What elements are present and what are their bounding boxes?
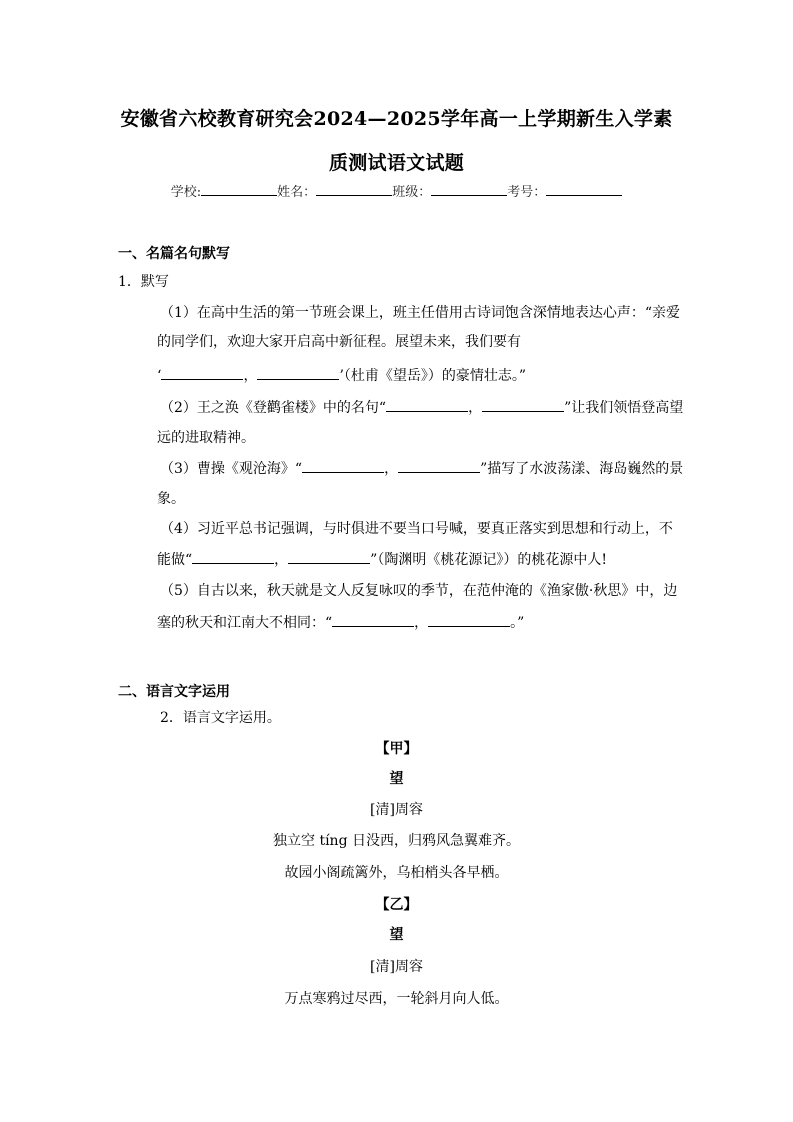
- q3-line-1: [160, 458, 683, 478]
- student-info-row: [0, 181, 793, 200]
- q1-answer-line: [157, 365, 526, 385]
- exam-title-line-2: 质测试语文试题: [328, 152, 465, 174]
- q1-blank-2[interactable]: [257, 367, 339, 380]
- class-label: 班级：: [392, 185, 432, 200]
- q3-tail: ”描写了水波荡漾、海岛巍然的景: [480, 461, 684, 477]
- q5-text: 塞的秋天和江南大不相同：“: [157, 615, 333, 631]
- exam-title-line-1: 安徽省六校教育研究会2024—2025学年高一上学期新生入学素: [120, 108, 673, 130]
- question-1-number: 1．默写: [118, 274, 169, 290]
- school-label: 学校:: [170, 185, 202, 200]
- q3-blank-2[interactable]: [398, 460, 480, 473]
- q2-line-2: 远的进取精神。: [157, 430, 255, 446]
- q1-open-quote: ‘: [157, 368, 162, 384]
- q2-blank-1[interactable]: [386, 399, 468, 412]
- q4-line-2: [157, 549, 607, 569]
- q5-line-1: （5）自古以来，秋天就是文人反复咏叹的季节，在范仲淹的《渔家傲·秋思》中，边: [160, 583, 678, 599]
- q3-text: （3）曹操《观沧海》“: [160, 461, 303, 477]
- name-label: 姓名：: [277, 185, 317, 200]
- poem-a-line-2: 故园小阁疏篱外，乌桕梢头各早栖。: [284, 865, 509, 881]
- name-blank[interactable]: [316, 183, 392, 196]
- q5-blank-2[interactable]: [428, 614, 510, 627]
- q1-tail: ’（杜甫《望岳》）的豪情壮志。”: [339, 368, 527, 384]
- q3-comma: ，: [384, 461, 399, 477]
- poem-b-line-1: 万点寒鸦过尽西，一轮斜月向人低。: [284, 991, 509, 1007]
- question-2-number: 2．语言文字运用。: [160, 710, 281, 726]
- school-blank[interactable]: [201, 183, 277, 196]
- q5-line-2: [157, 612, 524, 632]
- q2-text: （2）王之涣《登鹳雀楼》中的名句“: [160, 400, 387, 416]
- q3-line-2: 象。: [157, 491, 185, 507]
- q3-blank-1[interactable]: [302, 460, 384, 473]
- q2-tail: ”让我们领悟登高望: [564, 400, 684, 416]
- q1-blank-1[interactable]: [161, 367, 243, 380]
- q4-tail: ”（陶渊明《桃花源记》）的桃花源中人!: [370, 552, 607, 568]
- exam-number-blank[interactable]: [546, 183, 622, 196]
- class-blank[interactable]: [431, 183, 507, 196]
- section-1-heading: 一、名篇名句默写: [118, 246, 230, 262]
- q4-line-1: （4）习近平总书记强调，与时俱进不要当口号喊，要真正落实到思想和行动上，不: [160, 521, 673, 537]
- q1-comma: ，: [243, 368, 258, 384]
- poem-a-title: 望: [389, 771, 404, 787]
- q4-comma: ，: [274, 552, 289, 568]
- q5-comma: ，: [414, 615, 429, 631]
- q4-text: 能做“: [157, 552, 193, 568]
- poem-a-author: [清]周容: [370, 802, 423, 818]
- exam-number-label: 考号：: [507, 185, 547, 200]
- poem-b-label: 【乙】: [375, 897, 418, 913]
- q1-text-line-2: 的同学们，欢迎大家开启高中新征程。展望未来，我们要有: [157, 334, 521, 350]
- section-2-heading: 二、语言文字运用: [118, 684, 230, 700]
- q5-blank-1[interactable]: [332, 614, 414, 627]
- q2-comma: ，: [468, 400, 483, 416]
- poem-a-label: 【甲】: [375, 741, 418, 757]
- q4-blank-2[interactable]: [288, 551, 370, 564]
- poem-b-title: 望: [389, 927, 404, 943]
- poem-a-line-1: 独立空 tíng 日没西，归鸦风急翼难齐。: [273, 833, 520, 849]
- q5-tail: 。”: [510, 615, 525, 631]
- q2-blank-2[interactable]: [482, 399, 564, 412]
- poem-b-author: [清]周容: [370, 959, 423, 975]
- q4-blank-1[interactable]: [192, 551, 274, 564]
- q1-text-line-1: （1）在高中生活的第一节班会课上，班主任借用古诗词饱含深情地表达心声：“亲爱: [160, 305, 681, 321]
- q2-line-1: [160, 397, 683, 417]
